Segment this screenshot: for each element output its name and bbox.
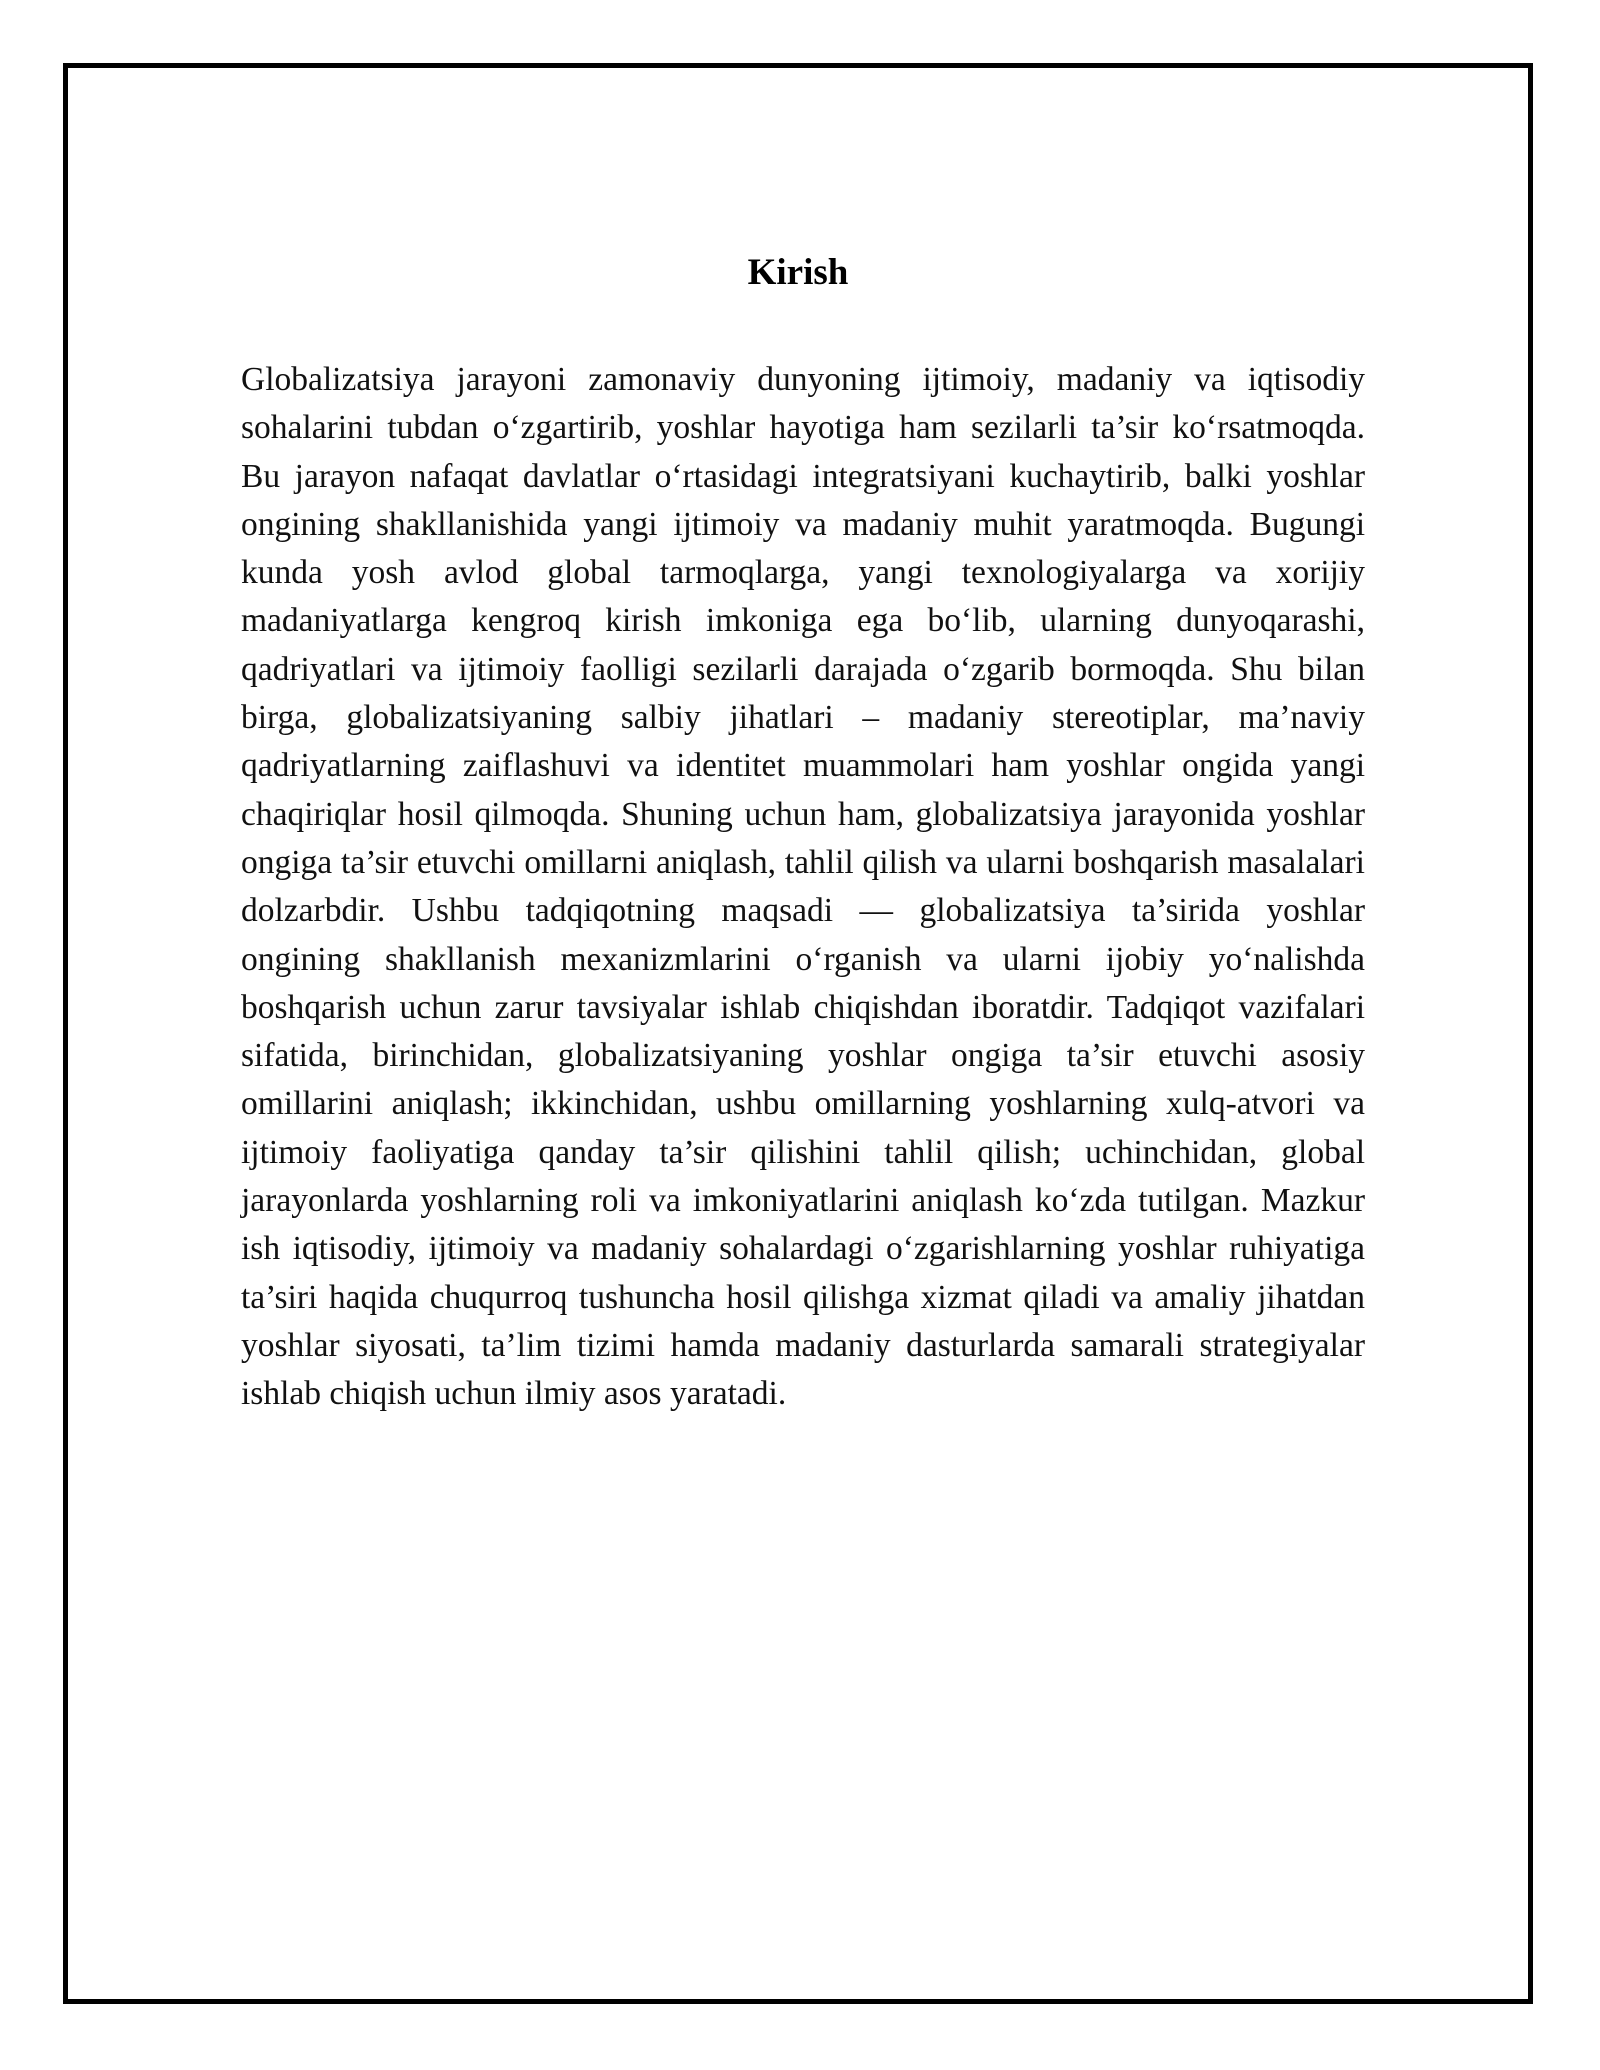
page-frame [63,63,1533,2004]
page-title: Kirish [747,252,849,293]
body-paragraph: Globalizatsiya jarayoni zamonaviy dunyoning ijtimoiy, madaniy va iqtisodiy sohalarini tubdan o‘zgartirib, yoshlar hayotiga ham sezilarli ta’sir ko‘rsatmoqda. Bu jarayon nafaqat davlatlar o‘rtasidagi integratsiyani kuchaytirib, balki yoshlar ongining shakllanishida yangi ijtimoiy va madaniy muhit yaratmoqda. Bugungi kunda yosh avlod global tarmoqlarga, yangi texnologiyalarga va xorijiy madaniyatlarga kengroq kirish imkoniga ega bo‘lib, ularning dunyoqarashi, qadriyatlari va ijtimoiy faolligi sezilarli darajada o‘zgarib bormoqda. Shu bilan birga, globalizatsiyaning salbiy jihatlari – madaniy stereotiplar, ma’naviy qadriyatlarning zaiflashuvi va identitet muammolari ham yoshlar ongida yangi chaqiriqlar hosil qilmoqda. Shuning uchun ham, globalizatsiya jarayonida yoshlar ongiga ta’sir etuvchi omillarni aniqlash, tahlil qilish va ularni boshqarish masalalari dolzarbdir. Ushbu tadqiqotning maqsadi — globalizatsiya ta’sirida yoshlar ongining shakllanish mexanizmlarini o‘rganish va ularni ijobiy yo‘nalishda boshqarish uchun zarur tavsiyalar ishlab chiqishdan iboratdir. Tadqiqot vazifalari sifatida, birinchidan, globalizatsiyaning yoshlar ongiga ta’sir etuvchi asosiy omillarini aniqlash; ikkinchidan, ushbu omillarning yoshlarning xulq-atvori va ijtimoiy faoliyatiga qanday ta’sir qilishini tahlil qilish; uchinchidan, global jarayonlarda yoshlarning roli va imkoniyatlarini aniqlash ko‘zda tutilgan. Mazkur ish iqtisodiy, ijtimoiy va madaniy sohalardagi o‘zgarishlarning yoshlar ruhiyatiga ta’siri haqida chuqurroq tushuncha hosil qilishga xizmat qiladi va amaliy jihatdan yoshlar siyosati, ta’lim tizimi hamda madaniy dasturlarda samarali strategiyalar ishlab chiqish uchun ilmiy asos yaratadi. [241,361,1365,1413]
